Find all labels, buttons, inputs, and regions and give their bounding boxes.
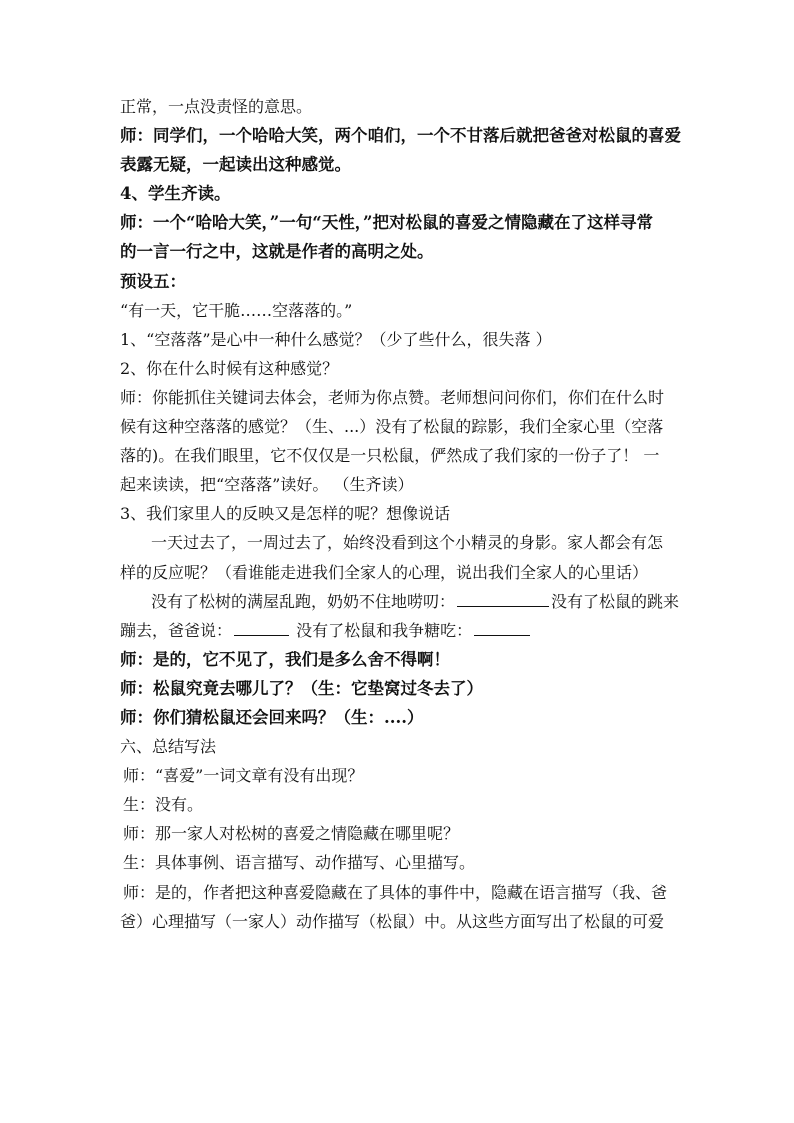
fill-in-blank [234, 634, 289, 636]
teacher-line: 师：一个“哈哈大笑，”一句“天性，”把对松鼠的喜爱之情隐藏在了这样寻常 [120, 213, 653, 233]
question-line: 2、你在什么时候有这种感觉？ [120, 358, 339, 378]
fill-in-line [120, 587, 680, 616]
question-line: 3、我们家里人的反映又是怎样的呢？想像说话 [120, 504, 451, 524]
teacher-line: 师：你能抓住关键词去体会，老师为你点赞。老师想问问你们，你们在什么时 [120, 387, 665, 407]
teacher-line-cont: 爸）心理描写（一家人）动作描写（松鼠）中。从这些方面写出了松鼠的可爱 [120, 911, 665, 931]
teacher-line: 师：你们猜松鼠还会回来吗？（生：....） [120, 707, 424, 727]
section-heading: 六、总结写法 [120, 737, 217, 757]
teacher-line-cont: 候有这种空落落的感觉？（生、...）没有了松鼠的踪影，我们全家心里（空落 [120, 417, 664, 437]
fill-in-blank [457, 605, 549, 607]
student-line: 生：没有。 [123, 795, 204, 815]
question-line: 1、“空落落”是心中一种什么感觉？（少了些什么，很失落 ） [120, 329, 552, 349]
fill-in-text: 没有了松鼠的跳来 [551, 591, 680, 611]
teacher-line: 师：松鼠究竟去哪儿了？（生：它垫窝过冬去了） [120, 678, 483, 698]
teacher-line-cont: 表露无疑，一起读出这种感觉。 [120, 155, 351, 175]
step-heading: 4、学生齐读。 [120, 184, 231, 204]
teacher-line: 师：是的，作者把这种喜爱隐藏在了具体的事件中，隐藏在语言描写（我、爸 [123, 882, 668, 902]
fill-in-text: 蹦去，爸爸说： [120, 620, 233, 640]
text-line: 正常，一点没责怪的意思。 [120, 97, 313, 116]
fill-in-blank [474, 634, 530, 636]
student-line: 生：具体事例、语言描写、动作描写、心里描写。 [123, 853, 476, 873]
teacher-line: 师：那一家人对松树的喜爱之情隐藏在哪里呢？ [123, 824, 460, 844]
paragraph-line-cont: 样的反应呢？（看谁能走进我们全家人的心理，说出我们全家人的心里话） [120, 562, 649, 582]
teacher-line: 师：“喜爱”一词文章有没有出现？ [123, 766, 364, 786]
section-heading: 预设五： [120, 271, 186, 291]
paragraph-line: 一天过去了，一周过去了，始终没看到这个小精灵的身影。家人都会有怎 [151, 533, 664, 553]
teacher-line-cont: 起来读读，把“空落落”读好。 （生齐读） [120, 475, 414, 495]
fill-in-text: 没有了松鼠和我争糖吃： [291, 620, 473, 640]
teacher-line: 师：同学们，一个哈哈大笑，两个咱们，一个不甘落后就把爸爸对松鼠的喜爱 [120, 126, 681, 146]
teacher-line-cont: 的一言一行之中，这就是作者的高明之处。 [120, 242, 434, 262]
document-page [120, 92, 680, 936]
fill-in-text: 没有了松树的满屋乱跑，奶奶不住地唠叨： [151, 591, 456, 611]
quote-line: “有一天，它干脆……空落落的。” [120, 300, 353, 320]
fill-in-line [120, 616, 680, 645]
teacher-line: 师：是的，它不见了，我们是多么舍不得啊！ [120, 649, 450, 669]
teacher-line-cont: 落的)。在我们眼里，它不仅仅是一只松鼠，俨然成了我们家的一份子了！ 一 [120, 446, 660, 466]
